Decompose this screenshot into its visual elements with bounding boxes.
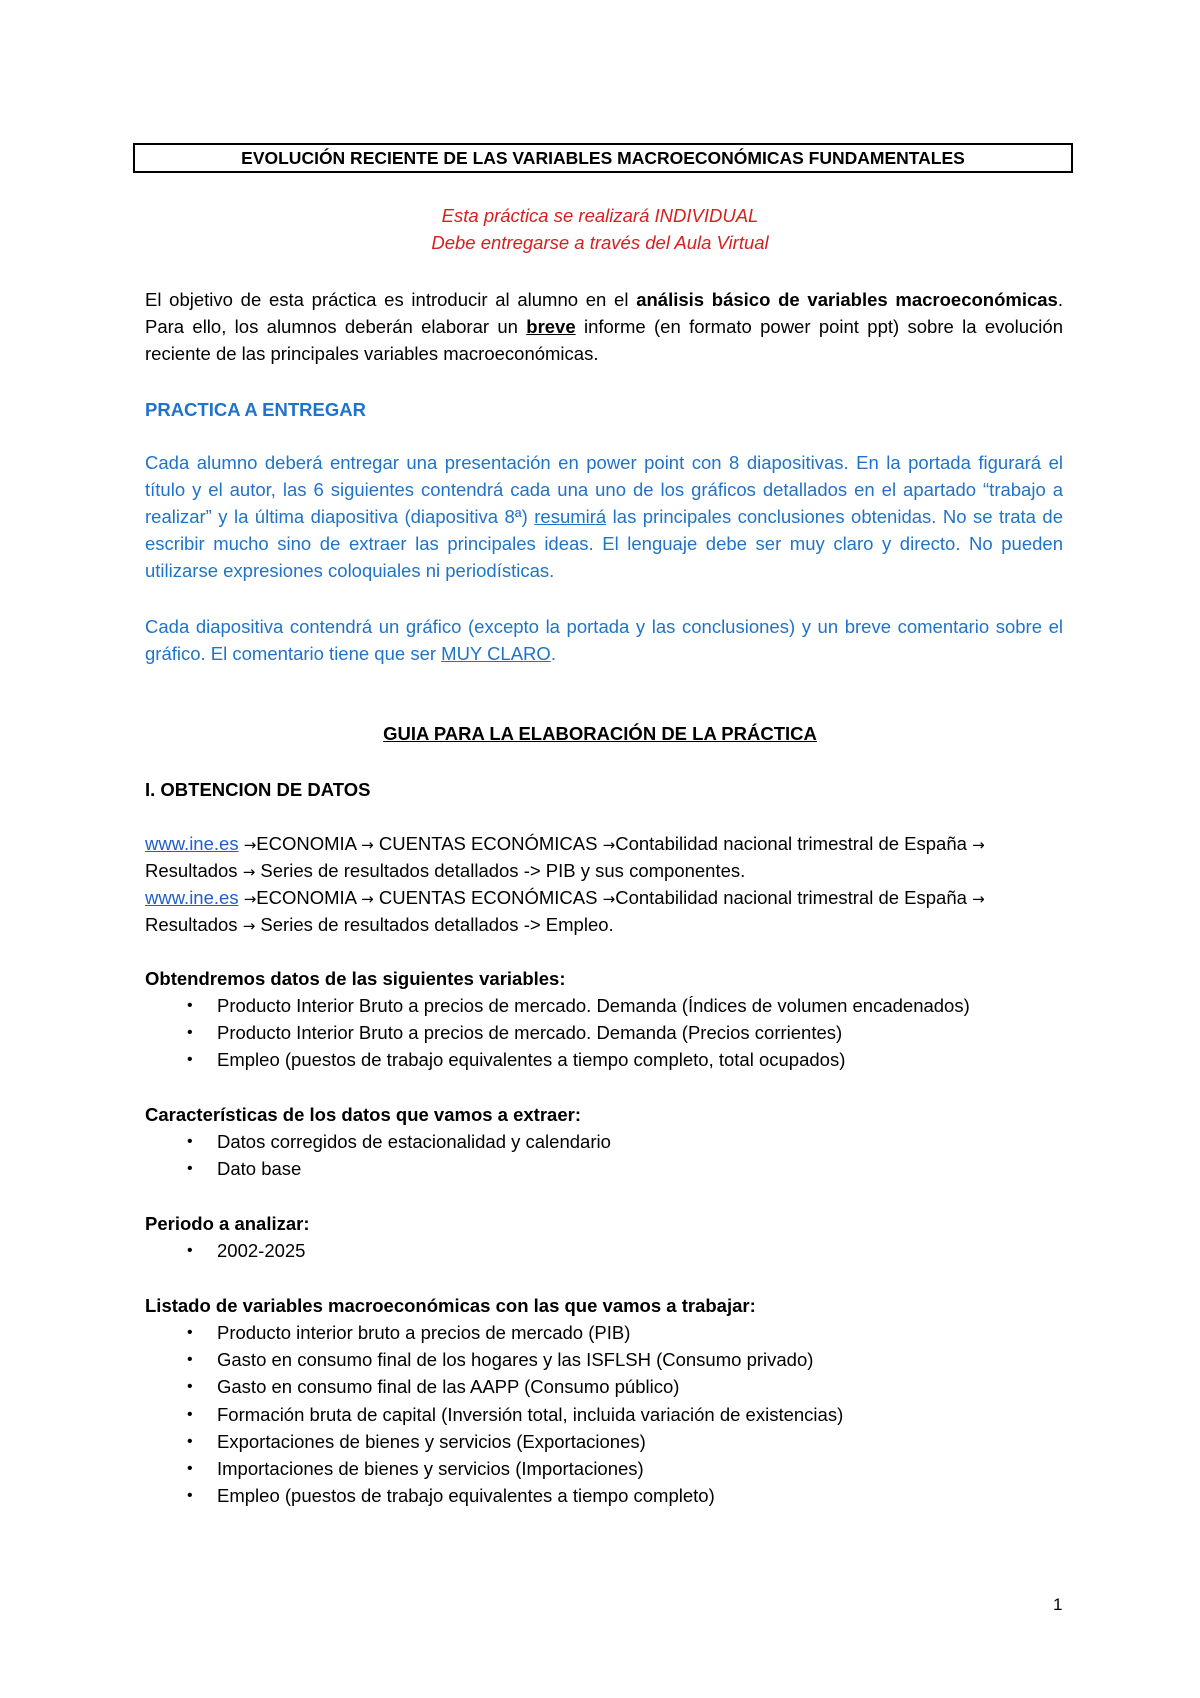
list-item: • 2002-2025 [145, 1237, 305, 1264]
path-resultados: Resultados [145, 914, 238, 935]
list-item: • Datos corregidos de estacionalidad y calendario [145, 1128, 611, 1155]
arrow-icon: → [242, 863, 256, 881]
ine-path-1-line-1 [145, 830, 985, 859]
practica-p2-underline: MUY CLARO [441, 643, 551, 664]
intro-bold: análisis básico de variables macroeconómicas [636, 289, 1058, 310]
list-item: • Producto Interior Bruto a precios de mercado. Demanda (Precios corrientes) [145, 1019, 970, 1046]
intro-paragraph [145, 286, 1063, 367]
bullet-icon: • [187, 1487, 193, 1505]
ine-link-2[interactable]: www.ine.es [145, 887, 239, 908]
arrow-icon: → [243, 836, 257, 854]
practica-p2-text-2: . [550, 643, 556, 664]
bullet-icon: • [187, 1133, 193, 1150]
practica-p1-text-2: las principales conclusiones obtenidas. No se trata de escribir mucho sino de extraer las principales ideas. El lenguaje debe ser muy claro y directo. No pueden utilizarse expresiones coloquiales ni periodísticas. [145, 506, 1063, 581]
caracteristicas-heading: Características de los datos que vamos a extraer: [145, 1104, 581, 1125]
arrow-icon: → [242, 917, 256, 935]
practica-paragraph-1 [145, 449, 1063, 584]
ine-path-1-line-2 [145, 857, 745, 886]
list-item: • Formación bruta de capital (Inversión total, incluida variación de existencias) [145, 1401, 843, 1428]
intro-text-3: informe (en formato power point ppt) sobre la evolución reciente de las principales variables macroeconómicas. [145, 316, 1063, 364]
bullet-icon: • [187, 1460, 193, 1478]
variables-list [145, 992, 970, 1074]
intro-underline-breve: breve [526, 316, 576, 337]
path-economia: ECONOMIA [256, 833, 357, 854]
bullet-icon: • [187, 1324, 193, 1341]
bullet-icon: • [187, 1351, 193, 1369]
bullet-icon: • [187, 997, 193, 1014]
list-item: • Exportaciones de bienes y servicios (Exportaciones) [145, 1428, 843, 1455]
caracteristicas-list [145, 1128, 611, 1182]
periodo-heading: Periodo a analizar: [145, 1213, 310, 1234]
notice-aula-virtual: Debe entregarse a través del Aula Virtual [431, 232, 769, 253]
list-item: • Producto interior bruto a precios de mercado (PIB) [145, 1319, 843, 1346]
path-series-empleo: Series de resultados detallados -> Empleo. [260, 914, 614, 935]
list-item: • Empleo (puestos de trabajo equivalentes a tiempo completo) [145, 1482, 843, 1509]
section-obtencion-heading: I. OBTENCION DE DATOS [145, 779, 371, 800]
page-number: 1 [1053, 1595, 1063, 1614]
list-item: • Gasto en consumo final de las AAPP (Consumo público) [145, 1373, 843, 1400]
notice-individual: Esta práctica se realizará INDIVIDUAL [441, 205, 759, 226]
arrow-icon: → [361, 836, 374, 854]
list-item: • Dato base [145, 1155, 611, 1182]
practica-paragraph-2 [145, 613, 1063, 667]
bullet-icon: • [187, 1405, 193, 1423]
list-item: • Gasto en consumo final de los hogares y las ISFLSH (Consumo privado) [145, 1346, 843, 1373]
practica-p1-underline: resumirá [534, 506, 607, 527]
practica-p2-text-1: Cada diapositiva contendrá un gráfico (excepto la portada y las conclusiones) y un breve comentario sobre el gráfico. El comentario tiene que ser [145, 616, 1063, 664]
list-item: • Importaciones de bienes y servicios (Importaciones) [145, 1455, 843, 1482]
listado-heading: Listado de variables macroeconómicas con las que vamos a trabajar: [145, 1295, 756, 1316]
variables-heading: Obtendremos datos de las siguientes variables: [145, 968, 566, 989]
bullet-icon: • [187, 1051, 193, 1069]
intro-text-1: El objetivo de esta práctica es introducir al alumno en el [145, 289, 637, 310]
path-contabilidad: Contabilidad nacional trimestral de España [615, 887, 967, 908]
bullet-icon: • [187, 1160, 193, 1178]
periodo-list [145, 1237, 305, 1264]
list-item: • Producto Interior Bruto a precios de mercado. Demanda (Índices de volumen encadenados) [145, 992, 970, 1019]
arrow-icon: → [602, 836, 616, 854]
arrow-icon: → [361, 890, 374, 908]
ine-path-2-line-1 [145, 884, 985, 913]
bullet-icon: • [187, 1024, 193, 1042]
path-contabilidad: Contabilidad nacional trimestral de España [615, 833, 967, 854]
listado-list [145, 1319, 843, 1509]
arrow-icon: → [972, 836, 985, 854]
intro-text-2: . Para ello, los alumnos deberán elaborar un [145, 289, 1063, 337]
ine-link-1[interactable]: www.ine.es [145, 833, 239, 854]
document-title [133, 143, 1073, 173]
path-series-pib: Series de resultados detallados -> PIB y sus componentes. [260, 860, 746, 881]
ine-path-2-line-2 [145, 911, 614, 940]
guia-heading: GUIA PARA LA ELABORACIÓN DE LA PRÁCTICA [383, 723, 817, 744]
arrow-icon: → [972, 890, 985, 908]
arrow-icon: → [243, 890, 257, 908]
practica-p1-text-1: Cada alumno deberá entregar una presentación en power point con 8 diapositivas. En la portada figurará el título y el autor, las 6 siguientes contendrá cada una uno de los gráficos detallados en el apartado “trabajo a realizar” y la última diapositiva (diapositiva 8ª) [145, 452, 1063, 527]
bullet-icon: • [187, 1432, 193, 1450]
document-title-text: EVOLUCIÓN RECIENTE DE LAS VARIABLES MACROECONÓMICAS FUNDAMENTALES [241, 147, 965, 168]
practica-heading: PRACTICA A ENTREGAR [145, 399, 366, 420]
bullet-icon: • [187, 1378, 193, 1396]
arrow-icon: → [602, 890, 616, 908]
list-item: • Empleo (puestos de trabajo equivalentes a tiempo completo, total ocupados) [145, 1046, 970, 1073]
path-cuentas: CUENTAS ECONÓMICAS [378, 887, 598, 908]
bullet-icon: • [187, 1242, 193, 1259]
path-economia: ECONOMIA [256, 887, 357, 908]
path-cuentas: CUENTAS ECONÓMICAS [378, 833, 598, 854]
path-resultados: Resultados [145, 860, 238, 881]
